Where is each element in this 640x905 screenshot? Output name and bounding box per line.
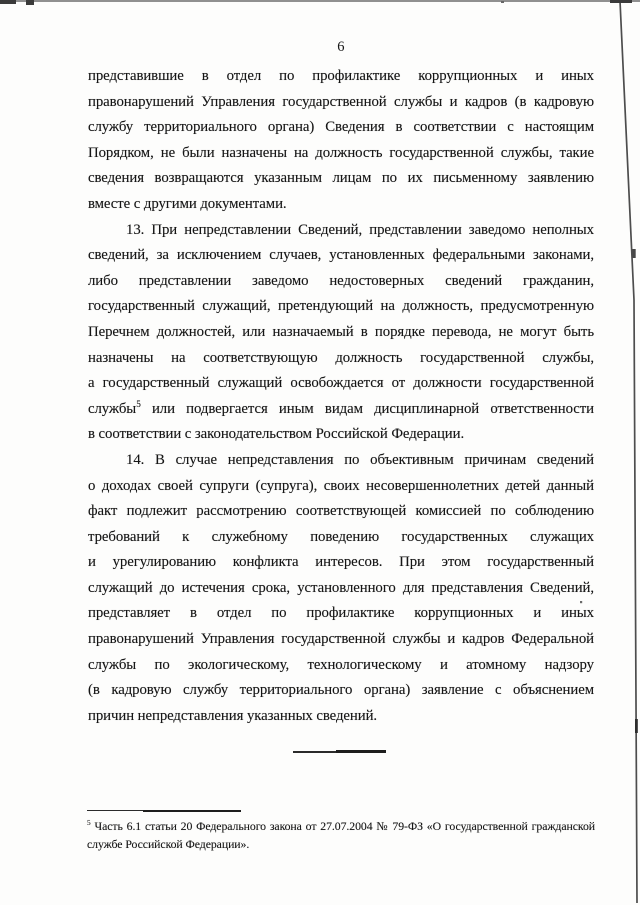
footnote-reference-mark: 5 [136,398,141,409]
text-line: сведения возвращаются указанным лицам по их письменному заявлению [88,170,594,187]
text-line: требований к служебному поведению государственных служащих [88,528,594,545]
text-line: государственный служащий, претендующий на должность, предусмотренную [88,298,594,315]
text-line: правонарушений Управления государственной службы и кадров Федеральной [88,631,594,648]
text-line: представившие в отдел по профилактике коррупционных и иных [88,68,594,84]
footnote-rule [87,810,241,811]
section-separator-thick [336,750,386,753]
text-line: а государственный служащий освобождается от должности государственной [88,375,594,392]
page-number: 6 [337,39,345,55]
footnote-reference-mark: 5 [87,818,91,828]
text-line: представляет в отдел по профилактике коррупционных и иных [88,605,594,622]
text-line: $^5$ Часть 6.1 статьи 20 Федерального закона от 27.07.2004 № 79-ФЗ «О государственной гражданской [87,818,595,833]
text-line: службу территориального органа) Сведения в соответствии с настоящим [88,119,594,136]
text-line: вместе с другими документами. [88,195,287,212]
text-line: причин непредставления указанных сведений. [88,707,378,724]
scan-artifact-top-left [0,0,16,4]
text-line: 13. При непредставлении Сведений, представлении заведомо неполных [126,221,594,238]
text-line: факт подлежит рассмотрению соответствующей комиссией по соблюдению [88,503,594,520]
text-line: либо представлении заведомо недостоверных сведений гражданин, [88,272,594,289]
text-line: службе Российской Федерации». [87,837,250,852]
document-body-text [88,64,594,729]
text-line: сведений, за исключением случаев, установленных федеральными законами, [88,247,594,264]
scan-top-edge-line [0,0,640,2]
text-line: назначены на соответствующую должность государственной службы, [88,349,594,366]
scan-artifact-top-left-2 [26,0,34,5]
text-line: и урегулированию конфликта интересов. При этом государственный [88,554,594,571]
scan-artifact-top-right [610,0,632,3]
text-line: о доходах своей супруги (супруга), своих несовершеннолетних детей данный [88,477,594,494]
footnote-rule-thick [143,810,241,813]
scan-artifact-top-speck [501,1,504,3]
text-line: Перечнем должностей, или назначаемый в порядке перевода, не могут быть [88,323,594,340]
text-line: правонарушений Управления государственной службы и кадров (в кадровую [88,93,594,110]
text-line: Порядком, не были назначены на должность государственной службы, такие [88,144,594,161]
text-line: службы по экологическому, технологическому и атомному надзору [88,656,594,673]
text-line: служащий до истечения срока, установленного для представления Сведений, [88,579,594,596]
text-line: службы$^5$ или подвергается иным видам дисциплинарной ответственности [88,398,594,417]
text-line: (в кадровую службу территориального органа) заявление с объяснением [88,682,594,699]
text-line: в соответствии с законодательством Российской Федерации. [88,426,465,443]
text-line: 14. В случае непредставления по объективным причинам сведений [126,451,594,468]
section-separator-line [293,751,386,753]
footnote-text [87,817,595,853]
